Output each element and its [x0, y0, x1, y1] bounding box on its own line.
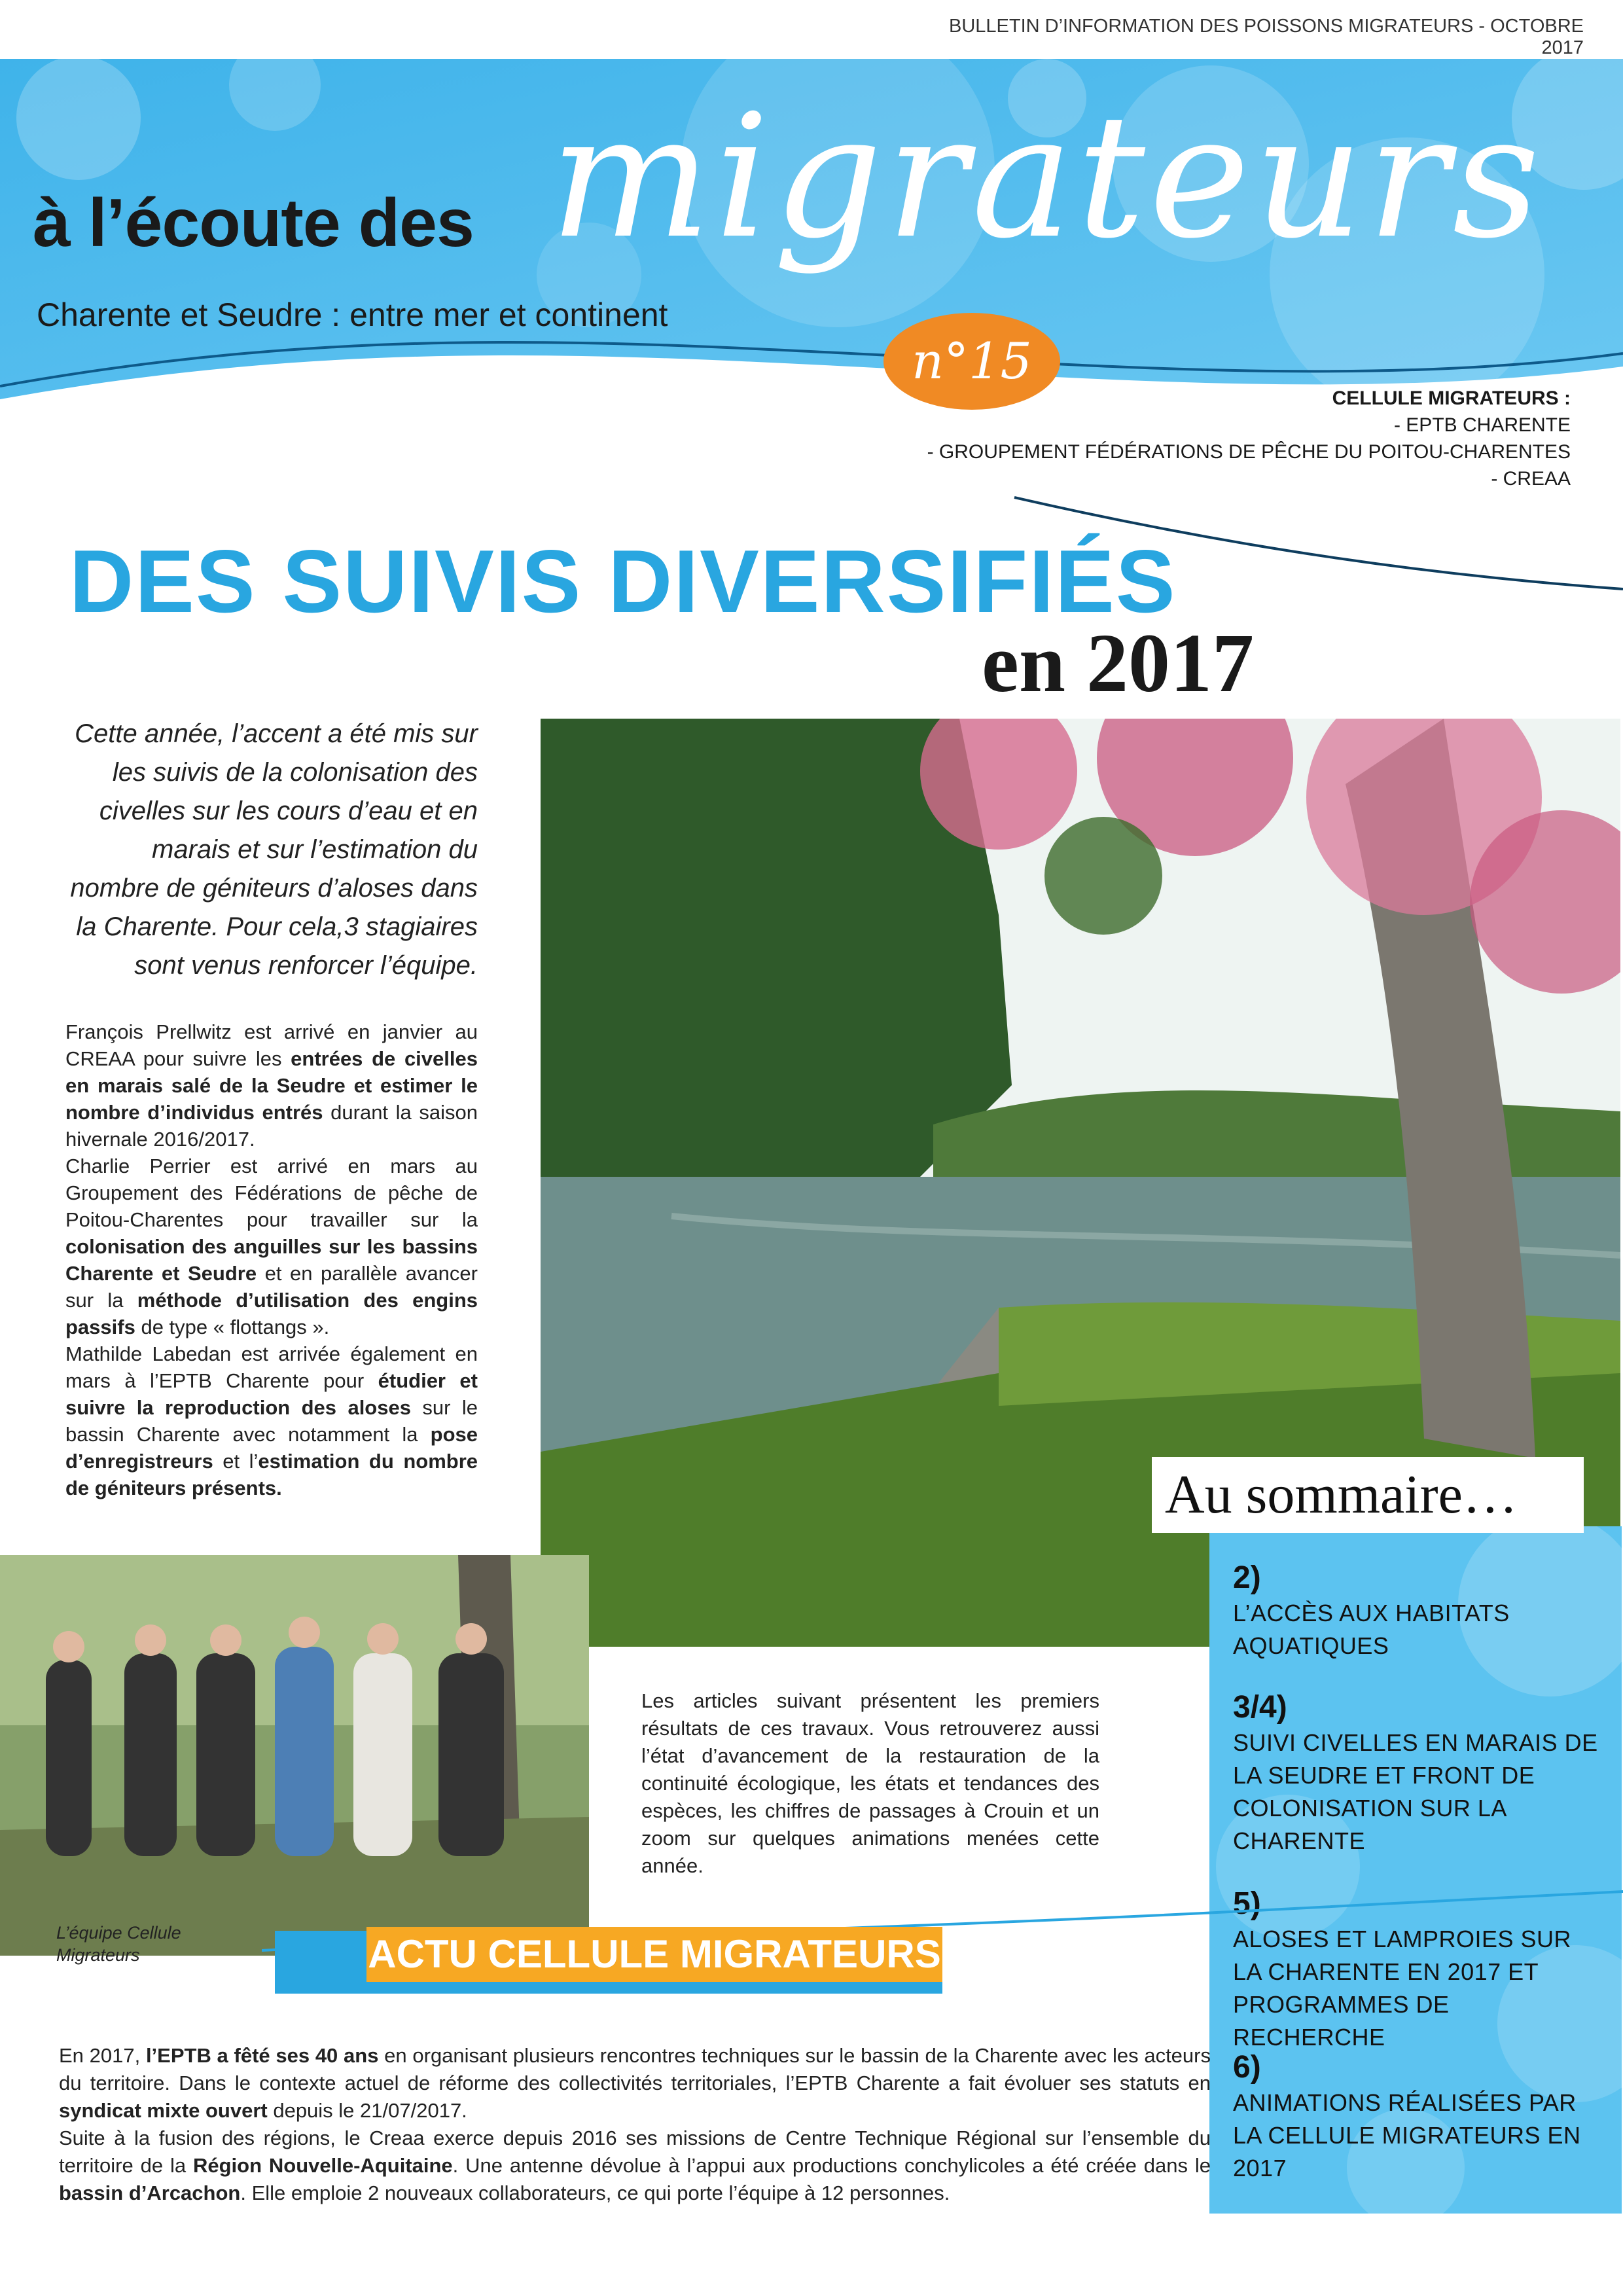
sommaire-item: 6) ANIMATIONS RÉALISÉES PAR LA CELLULE MIGRATEURS EN 2017: [1233, 2050, 1581, 2181]
sommaire-panel: [1209, 1526, 1622, 2214]
news-article: [59, 2042, 1211, 2207]
news-paragraph: Suite à la fusion des régions, le Creaa exerce depuis 2016 ses missions de Centre Technique Régional sur l’ensemble du territoire de la Région Nouvelle-Aquitaine. Une antenne dévolue à l’appui aux productions conchylicoles a été créée dans le bassin d’Arcachon. Elle emploie 2 nouveaux collaborateurs, ce qui porte l’équipe à 12 personnes.: [59, 2126, 1211, 2204]
cellule-member: - GROUPEMENT FÉDÉRATIONS DE PÊCHE DU POITOU-CHARENTES: [927, 441, 1571, 463]
brand-title: migrateurs: [550, 79, 1544, 276]
headline-main: DES SUIVIS DIVERSIFIÉS: [69, 531, 1177, 631]
sommaire-title: Au sommaire…: [1152, 1457, 1584, 1533]
bulletin-topline: BULLETIN D’INFORMATION DES POISSONS MIGRATEURS - OCTOBRE 2017: [949, 16, 1584, 58]
staff-paragraph: François Prellwitz est arrivé en janvier au CREAA pour suivre les entrées de civelles en marais salé de la Seudre et estimer le nombre d’individus entrés durant la saison hivernale 2016/2017.: [65, 1020, 478, 1151]
staff-article: [65, 1018, 478, 1501]
issue-badge: n°15: [883, 313, 1060, 410]
articles-intro: Les articles suivant présentent les premiers résultats de ces travaux. Vous retrouverez aussi l’état d’avancement de la restauration de la continuité écologique, les états et tendances des espèces, les chiffres de passages à Crouin et un zoom sur quelques animations menées cette année.: [641, 1689, 1099, 1877]
team-caption: L’équipe Cellule Migrateurs: [56, 1923, 181, 1965]
section-heading: ACTU CELLULE MIGRATEURS: [366, 1927, 942, 1982]
sommaire-item: 3/4) SUIVI CIVELLES EN MARAIS DE LA SEUDRE ET FRONT DE COLONISATION SUR LA CHARENTE: [1233, 1690, 1598, 1854]
sommaire-item: 5) ALOSES ET LAMPROIES SUR LA CHARENTE EN 2017 ET PROGRAMMES DE RECHERCHE: [1233, 1886, 1571, 2051]
news-paragraph: En 2017, l’EPTB a fêté ses 40 ans en organisant plusieurs rencontres techniques sur le bassin de la Charente avec les acteurs du territoire. Dans le contexte actuel de réforme des collectivités territoriales, l’EPTB Charente a fait évoluer ses statuts en syndicat mixte ouvert depuis le 21/07/2017.: [59, 2044, 1211, 2122]
staff-paragraph: Mathilde Labedan est arrivée également en mars à l’EPTB Charente pour étudier et suivre la reproduction des aloses sur le bassin Charente avec notamment la pose d’enregistreurs et l’estimation du nombre de géniteurs présents.: [65, 1342, 478, 1499]
staff-paragraph: Charlie Perrier est arrivé en mars au Groupement des Fédérations de pêche de Poitou-Charentes pour travailler sur la colonisation des anguilles sur les bassins Charente et Seudre et en parallèle avancer sur la méthode d’utilisation des engins passifs de type « flottangs ».: [65, 1155, 478, 1338]
brand-prefix: à l’écoute des: [33, 185, 474, 261]
cellule-member: - CREAA: [1491, 468, 1571, 490]
intro-text: Cette année, l’accent a été mis sur les suivis de la colonisation des civelles sur les cours d’eau et en marais et sur l’estimation du nombre de géniteurs d’aloses dans la Charente. Pour cela,3 stagiaires sont venus renforcer l’équipe.: [70, 719, 478, 980]
headline-year: en 2017: [982, 617, 1254, 709]
sommaire-item: 2) L’ACCÈS AUX HABITATS AQUATIQUES: [1233, 1560, 1510, 1659]
cellule-title: CELLULE MIGRATEURS :: [1332, 387, 1571, 409]
cellule-member: - EPTB CHARENTE: [1393, 414, 1571, 436]
brand-subtitle: Charente et Seudre : entre mer et continent: [37, 296, 668, 333]
